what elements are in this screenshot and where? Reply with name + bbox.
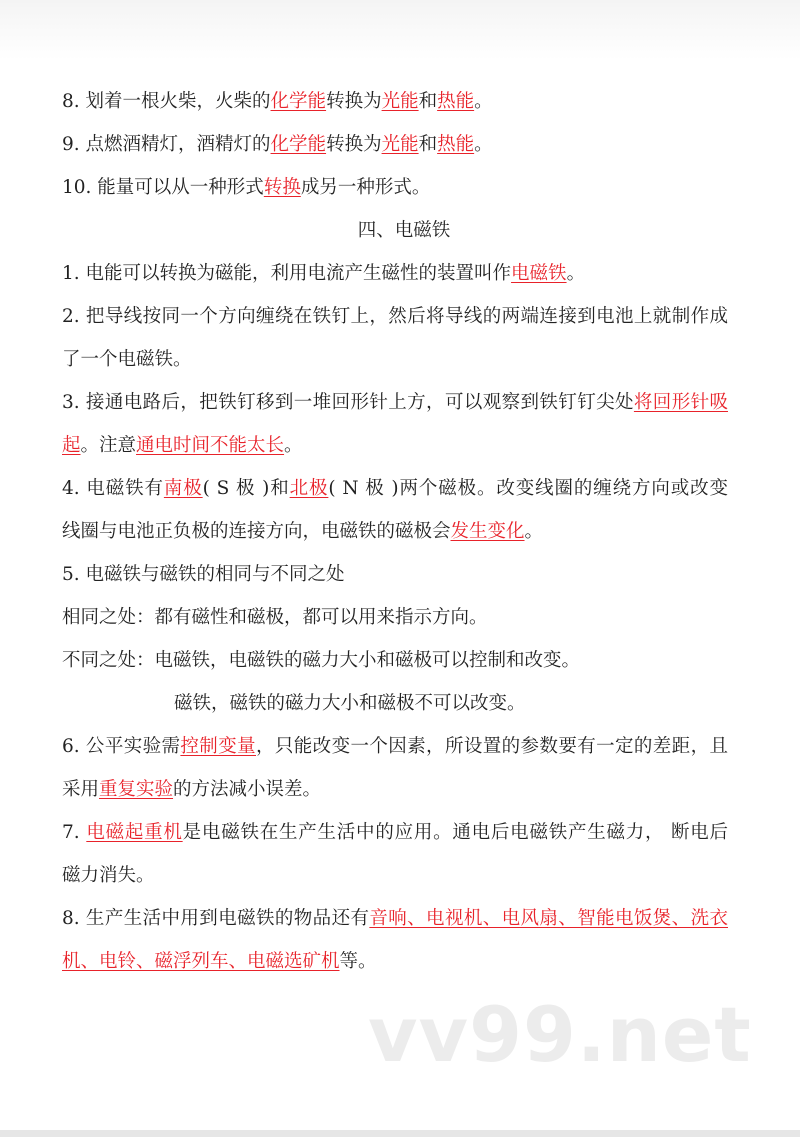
body-text: 8. 划着一根火柴，火柴的 (62, 91, 271, 112)
body-text: ( S 极 )和 (202, 478, 290, 499)
answer-text: 电磁起重机 (86, 822, 183, 843)
body-text: 6. 公平实验需 (62, 736, 181, 757)
body-text: 4. 电磁铁有 (62, 478, 164, 499)
body-text: 转换为 (326, 91, 382, 112)
body-text: 5. 电磁铁与磁铁的相同与不同之处 (62, 564, 345, 585)
body-text: 成另一种形式。 (300, 177, 431, 198)
answer-text: 通电时间不能太长 (136, 435, 285, 456)
body-text: 和 (418, 134, 438, 155)
body-text: 9. 点燃酒精灯，酒精灯的 (62, 134, 271, 155)
body-text: 。 (524, 521, 544, 542)
section-heading (62, 209, 728, 252)
text-line (62, 510, 728, 553)
body-text: 磁力消失。 (62, 865, 155, 886)
body-text: 2. 把导线按同一个方向缠绕在铁钉上，然后将导线的两端连接到电池上就制作成 (62, 306, 728, 327)
body-text: 。 (474, 91, 493, 112)
text-line (62, 295, 728, 338)
text-line (62, 424, 728, 467)
body-text: 。 (474, 134, 493, 155)
text-line (62, 725, 728, 768)
text-line (62, 596, 728, 639)
body-text: 不同之处：电磁铁，电磁铁的磁力大小和磁极可以控制和改变。 (62, 650, 581, 671)
body-text: 。注意 (80, 435, 137, 456)
answer-text: 发生变化 (450, 521, 525, 542)
body-text: 3. 接通电路后，把铁钉移到一堆回形针上方，可以观察到铁钉钉尖处 (62, 392, 634, 413)
answer-text: 控制变量 (180, 736, 256, 757)
answer-text: 化学能 (270, 134, 327, 155)
body-text: 线圈与电池正负极的连接方向，电磁铁的磁极会 (62, 521, 451, 542)
answer-text: 光能 (381, 91, 419, 112)
body-text: 相同之处：都有磁性和磁极，都可以用来指示方向。 (62, 607, 488, 628)
answer-text: 重复实验 (99, 779, 174, 800)
text-line (62, 381, 728, 424)
body-text: 是电磁铁在生产生活中的应用。通电后电磁铁产生磁力， 断电后 (182, 822, 728, 843)
answer-text: 北极 (289, 478, 329, 499)
body-text: 和 (418, 91, 438, 112)
body-text: 等。 (339, 951, 377, 972)
text-line (62, 639, 728, 682)
body-text: 。 (566, 263, 586, 284)
text-line (62, 682, 728, 725)
page-bottom-edge (0, 1130, 800, 1137)
body-text: ( N 极 )两个磁极。改变线圈的缠绕方向或改变 (328, 478, 728, 499)
body-text: ，只能改变一个因素，所设置的参数要有一定的差距，且 (256, 736, 728, 757)
text-line (62, 166, 728, 209)
answer-text: 音响、电视机、电风扇、智能电饭煲、洗衣 (369, 908, 728, 929)
answer-text: 光能 (381, 134, 419, 155)
text-line (62, 80, 728, 123)
text-line (62, 854, 728, 897)
text-line (62, 123, 728, 166)
body-text: 四、电磁铁 (357, 220, 451, 241)
body-text: 的方法减小误差。 (173, 779, 322, 800)
text-line (62, 553, 728, 596)
body-text: 了一个电磁铁。 (62, 349, 192, 370)
answer-text: 电磁铁 (511, 263, 567, 284)
answer-text: 将回形针吸 (633, 392, 728, 413)
body-text: 10. 能量可以从一种形式 (62, 177, 264, 198)
answer-text: 热能 (437, 91, 475, 112)
text-line (62, 252, 728, 295)
answer-text: 转换 (263, 177, 301, 198)
body-text: 采用 (62, 779, 100, 800)
answer-text: 起 (62, 435, 81, 456)
body-text: 8. 生产生活中用到电磁铁的物品还有 (62, 908, 370, 929)
answer-text: 机、电铃、磁浮列车、电磁选矿机 (62, 951, 340, 972)
watermark: vv99.net (368, 990, 752, 1079)
body-text: 磁铁，磁铁的磁力大小和磁极不可以改变。 (174, 693, 526, 714)
answer-text: 热能 (437, 134, 475, 155)
text-line (62, 338, 728, 381)
text-line (62, 940, 728, 983)
body-text: 1. 电能可以转换为磁能，利用电流产生磁性的装置叫作 (62, 263, 512, 284)
answer-text: 化学能 (270, 91, 327, 112)
text-line (62, 768, 728, 811)
answer-text: 南极 (163, 478, 203, 499)
body-text: 。 (284, 435, 303, 456)
text-line (62, 897, 728, 940)
page-top-shade (0, 0, 800, 60)
document-body (62, 80, 728, 983)
body-text: 转换为 (326, 134, 382, 155)
text-line (62, 811, 728, 854)
text-line (62, 467, 728, 510)
body-text: 7. (62, 822, 87, 843)
